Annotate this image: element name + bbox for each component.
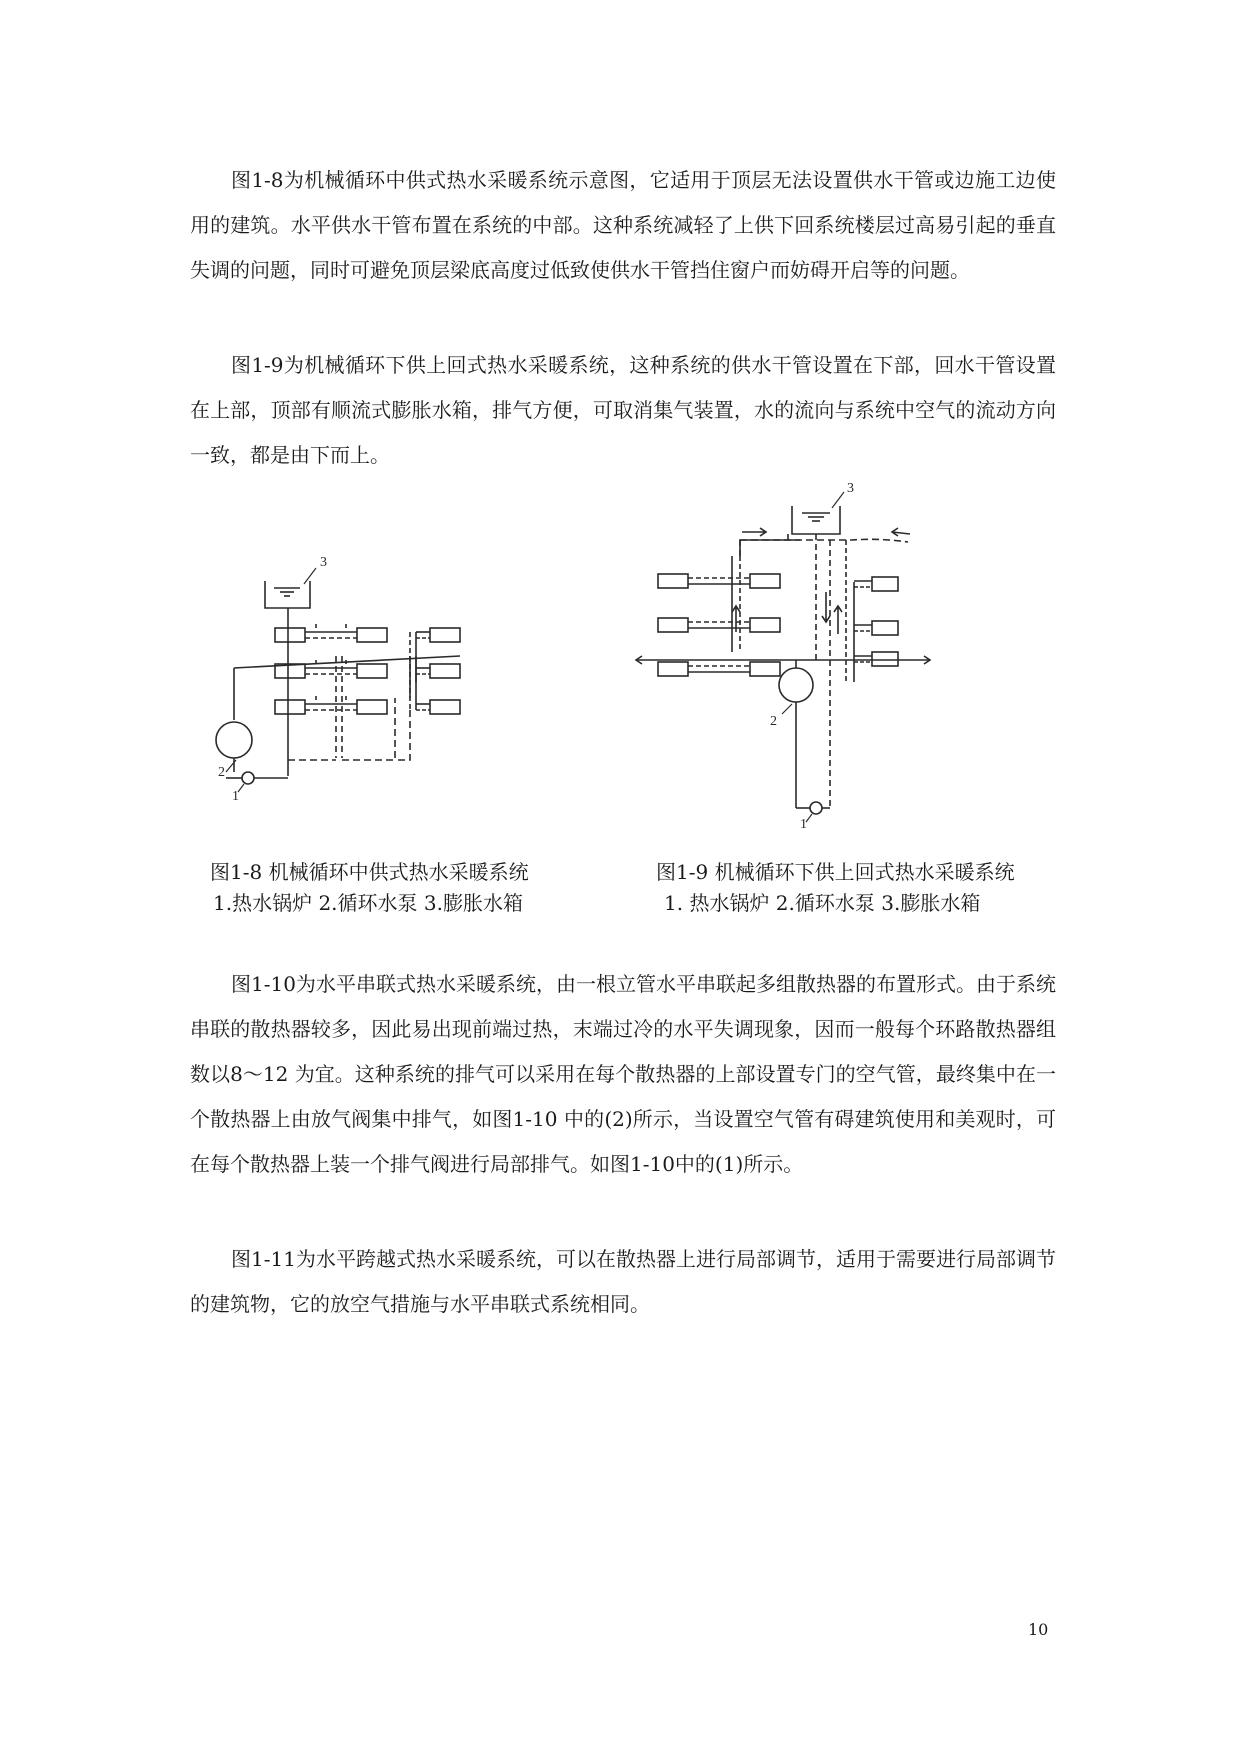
paragraph-fig-1-9-description: 图1-9为机械循环下供上回式热水采暖系统，这种系统的供水干管设置在下部，回水干管设置在上部，顶部有顺流式膨胀水箱，排气方便，可取消集气装置，水的流向与系统中空气的流动方向一致，都是由下而上。 <box>190 353 1056 467</box>
figure-1-9-legend: 1. 热水锅炉 2.循环水泵 3.膨胀水箱 <box>664 891 981 915</box>
boiler <box>779 668 813 702</box>
figure-1-9-diagram <box>640 482 930 830</box>
paragraph-fig-1-10-description: 图1-10为水平串联式热水采暖系统，由一根立管水平串联起多组散热器的布置形式。由于系统串联的散热器较多，因此易出现前端过热，末端过冷的水平失调现象，因而一般每个环路散热器组数以8～12 为宜。这种系统的排气可以采用在每个散热器的上部设置专门的空气管，最终集中在一个散热器上由放气阀集中排气，如图1-10 中的(2)所示，当设置空气管有碍建筑使用和美观时，可在每个散热器上装一个排气阀进行局部排气。如图1-10中的(1)所示。 <box>190 972 1056 1176</box>
label-3: 3 <box>847 481 854 496</box>
label-2: 2 <box>218 765 225 780</box>
page-number: 10 <box>1028 1620 1049 1639</box>
label-3: 3 <box>320 555 327 570</box>
expansion-tank <box>792 492 844 534</box>
pump <box>242 772 254 784</box>
paragraph-fig-1-11-description: 图1-11为水平跨越式热水采暖系统，可以在散热器上进行局部调节，适用于需要进行局部调节的建筑物，它的放空气措施与水平串联式系统相同。 <box>190 1247 1056 1316</box>
boiler <box>216 722 252 758</box>
expansion-tank <box>265 568 316 608</box>
figure-1-8-legend: 1.热水锅炉 2.循环水泵 3.膨胀水箱 <box>213 891 523 915</box>
label-2: 2 <box>770 714 777 729</box>
figure-1-8-caption: 图1-8 机械循环中供式热水采暖系统 <box>210 860 529 884</box>
radiator-group-right <box>854 577 898 666</box>
paragraph-fig-1-8-description: 图1-8为机械循环中供式热水采暖系统示意图，它适用于顶层无法设置供水干管或边施工边使用的建筑。水平供水干管布置在系统的中部。这种系统减轻了上供下回系统楼层过高易引起的垂直失调的问题，同时可避免顶层梁底高度过低致使供水干管挡住窗户而妨碍开启等的问题。 <box>190 168 1056 282</box>
figure-1-9-caption: 图1-9 机械循环下供上回式热水采暖系统 <box>656 860 1015 884</box>
pump <box>810 802 822 814</box>
radiator-group-left <box>275 624 387 714</box>
radiator-group-right <box>410 628 460 714</box>
figure-1-8-diagram <box>218 548 520 810</box>
label-1: 1 <box>800 817 807 832</box>
label-1: 1 <box>232 789 239 804</box>
